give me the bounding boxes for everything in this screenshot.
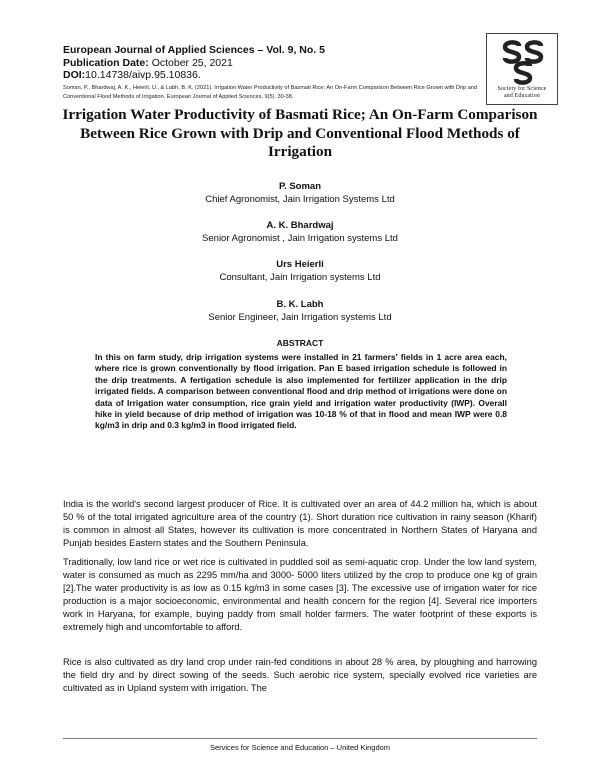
author-affiliation: Senior Agronomist , Jain Irrigation systems Ltd (202, 233, 398, 244)
body-paragraph: Rice is also cultivated as dry land crop under rain-fed conditions in about 28 % area, by ploughing and harrowing the field dry and by direct sowing of the seeds. Such aerobic rice system, specially evolved rice varieties are cultivated as in Upland system with irrigation. The (63, 657, 537, 693)
logo-caption-line2: and Education (504, 93, 540, 99)
author-name: A. K. Bhardwaj (266, 220, 334, 231)
doi-link[interactable]: 10.14738/aivp.95.10836. (85, 69, 201, 81)
paper-title: Irrigation Water Productivity of Basmati Rice; An On-Farm Comparison Between Rice Grown with Drip and Conventional Flood Methods of Irrigation (62, 106, 538, 160)
body-paragraph: India is the world's second largest producer of Rice. It is cultivated over an area of 44.2 million ha, which is about 50 % of the total irrigated agriculture area of the country (1). Short duration rice cultivation in rainy season (Kharif) is common in almost all States, however its cultivation is more concentrated in Northern States of Haryana and Punjab besides Eastern states and the Southern Peninsula. (63, 499, 537, 548)
author-affiliation: Consultant, Jain Irrigation systems Ltd (219, 272, 381, 283)
body-paragraph: Traditionally, low land rice or wet rice is cultivated in puddled soil as semi-aquatic crop. Under the low land system, water is consumed as much as 2295 mm/ha and 3000- 5000 liters utilized by the crop to produce one kg of grain [2].The water productivity is as low as 0.15 kg/m3 in some cases [3]. The excessive use of irrigation water for rice production is a major socioeconomic, environmental and health concern for the region [4]. Several rice importers work in Haryana, for example, buying paddy from small holder farmers. The water footprint of these exports is extremely high and uncomfortable to afford. (63, 557, 537, 632)
author-name: Urs Heierli (276, 259, 324, 270)
author-block (60, 219, 540, 245)
sse-logo-icon (499, 38, 547, 86)
author-name: B. K. Labh (276, 299, 324, 310)
author-block (60, 298, 540, 324)
author-block (60, 180, 540, 206)
journal-header (63, 44, 473, 82)
journal-name: European Journal of Applied Sciences – Vol. 9, No. 5 (63, 44, 325, 56)
author-affiliation: Chief Agronomist, Jain Irrigation Systems Ltd (205, 194, 395, 205)
abstract-heading: ABSTRACT (276, 338, 324, 348)
logo-caption-line1: Society for Science (497, 86, 547, 92)
page-footer: Services for Science and Education – United Kingdom (209, 743, 391, 752)
author-affiliation: Senior Engineer, Jain Irrigation systems Ltd (208, 312, 392, 323)
publication-date-label: Publication Date: (63, 56, 149, 69)
logo-caption (487, 86, 557, 100)
doi (63, 69, 473, 82)
society-logo (486, 33, 558, 105)
citation: Soman, P., Bhardwaj, A. K., Heierli, U., & Labh, B. K. (2021). Irrigation Water Productivity of Basmati Rice; An On-Farm Comparison Between Rice Grown with Drip and Conventional Flood Methods of Irrigation. European Journal of Applied Sciences, 9(5). 30-38. (63, 85, 478, 100)
author-block (60, 258, 540, 284)
doi-label: DOI: (63, 69, 86, 81)
footer-divider (63, 738, 537, 739)
abstract-text: In this on farm study, drip irrigation systems were installed in 21 farmers' fields in 1 acre area each, where rice is grown conventionally by flood irrigation. Pan E based irrigation schedule is followed in the drip treatments. A fertigation schedule is also implemented for fertilizer application in the drip irrigated fields. A comparison between conventional flood and drip method of irrigations were done on data of Irrigation water consumption, rice grain yield and irrigation water productivity (IWP). Overall hike in yield because of drip method of irrigation was 10-18 % of that in flood and mean IWP were 0.8 kg/m3 in drip and 0.3 kg/m3 in flood irrigated field. (95, 352, 507, 431)
author-name: P. Soman (278, 181, 322, 192)
publication-date-value: October 25, 2021 (151, 56, 233, 69)
publication-date (63, 57, 473, 70)
